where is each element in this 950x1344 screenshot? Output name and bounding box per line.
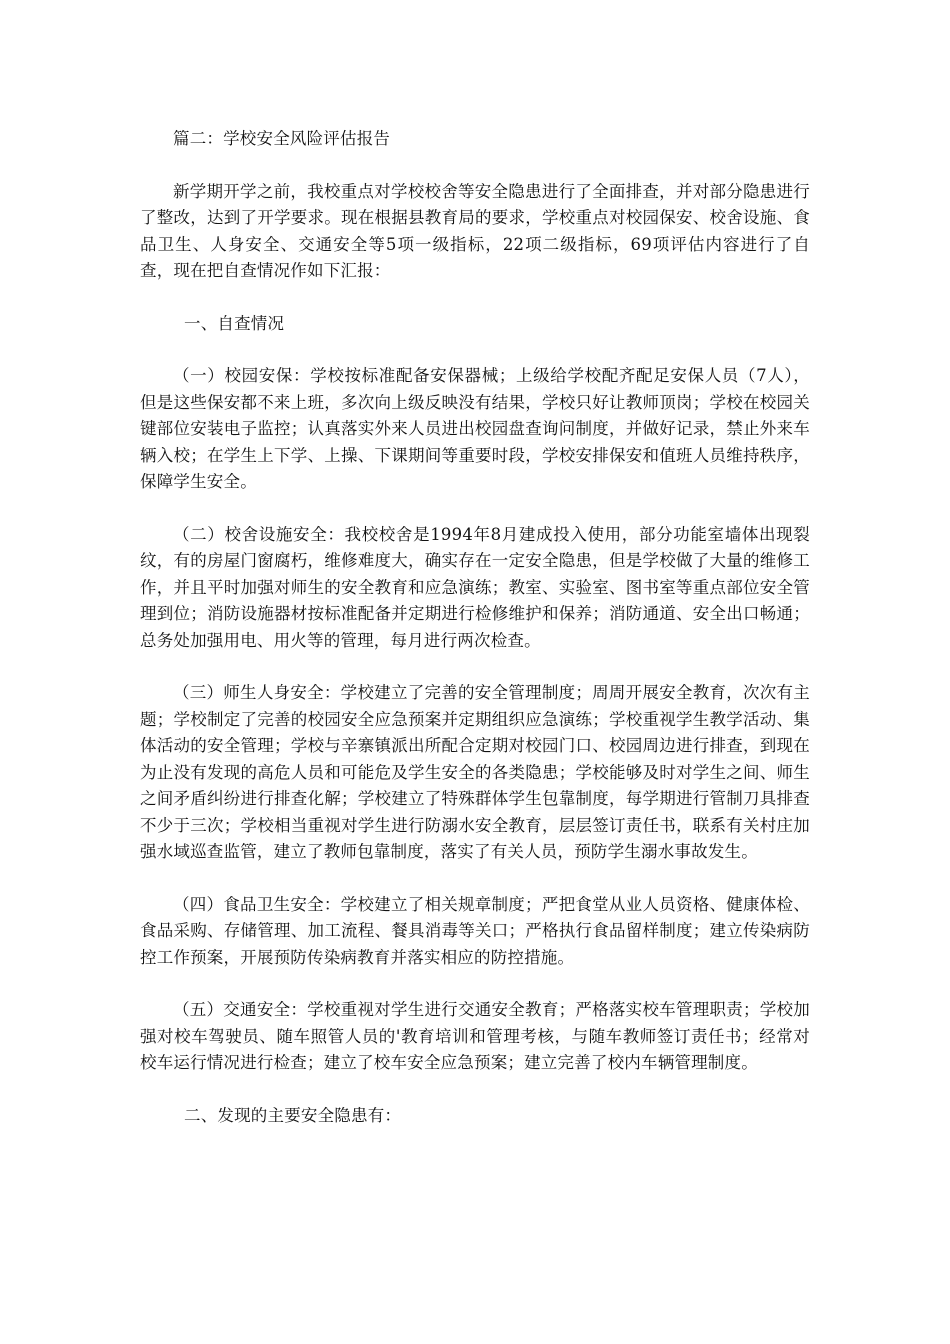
section-heading-hazards: 二、发现的主要安全隐患有： [184, 1105, 402, 1125]
paragraph-personal-safety: （三）师生人身安全：学校建立了完善的安全管理制度；周周开展安全教育，次次有主题；学校制定了完善的校园安全应急预案并定期组织应急演练；学校重视学生教学活动、集体活动的安全管理；学校与辛寨镇派出所配合定期对校园门口、校园周边进行排查，到现在为止没有发现的高危人员和可能危及学生安全的各类隐患；学校能够及时对学生之间、师生之间矛盾纠纷进行排查化解；学校建立了特殊群体学生包靠制度，每学期进行管制刀具排查不少于三次；学校相当重视对学生进行防溺水安全教育，层层签订责任书，联系有关村庄加强水域巡查监管，建立了教师包靠制度，落实了有关人员，预防学生溺水事故发生。 [140, 683, 810, 861]
section-heading-self-inspection: 一、自查情况 [184, 313, 285, 333]
paragraph-food-safety: （四）食品卫生安全：学校建立了相关规章制度；严把食堂从业人员资格、健康体检、食品采购、存储管理、加工流程、餐具消毒等关口；严格执行食品留样制度；建立传染病防控工作预案，开展预防传染病教育并落实相应的防控措施。 [140, 894, 810, 967]
paragraph-facility-safety: （二）校舍设施安全：我校校舍是1994年8月建成投入使用，部分功能室墙体出现裂纹，有的房屋门窗腐朽，维修难度大，确实存在一定安全隐患，但是学校做了大量的维修工作，并且平时加强对师生的安全教育和应急演练；教室、实验室、图书室等重点部位安全管理到位；消防设施器材按标准配备并定期进行检修维护和保养；消防通道、安全出口畅通；总务处加强用电、用火等的管理，每月进行两次检查。 [140, 524, 810, 650]
paragraph-campus-security: （一）校园安保：学校按标准配备安保器械；上级给学校配齐配足安保人员（7人），但是这些保安都不来上班，多次向上级反映没有结果，学校只好让教师顶岗；学校在校园关键部位安装电子监控；认真落实外来人员进出校园盘查询问制度，并做好记录，禁止外来车辆入校；在学生上下学、上操、下课期间等重要时段，学校安排保安和值班人员维持秩序，保障学生安全。 [140, 366, 810, 491]
document-title: 篇二：学校安全风险评估报告 [173, 129, 391, 148]
document-body [140, 126, 810, 1155]
intro-paragraph: 新学期开学之前，我校重点对学校校舍等安全隐患进行了全面排查，并对部分隐患进行了整改，达到了开学要求。现在根据县教育局的要求，学校重点对校园保安、校舍设施、食品卫生、人身安全、交通安全等5项一级指标，22项二级指标，69项评估内容进行了自查，现在把自查情况作如下汇报： [140, 181, 810, 280]
paragraph-traffic-safety: （五）交通安全：学校重视对学生进行交通安全教育；严格落实校车管理职责；学校加强对校车驾驶员、随车照管人员的'教育培训和管理考核，与随车教师签订责任书；经常对校车运行情况进行检查；建立了校车安全应急预案；建立完善了校内车辆管理制度。 [140, 1000, 810, 1072]
